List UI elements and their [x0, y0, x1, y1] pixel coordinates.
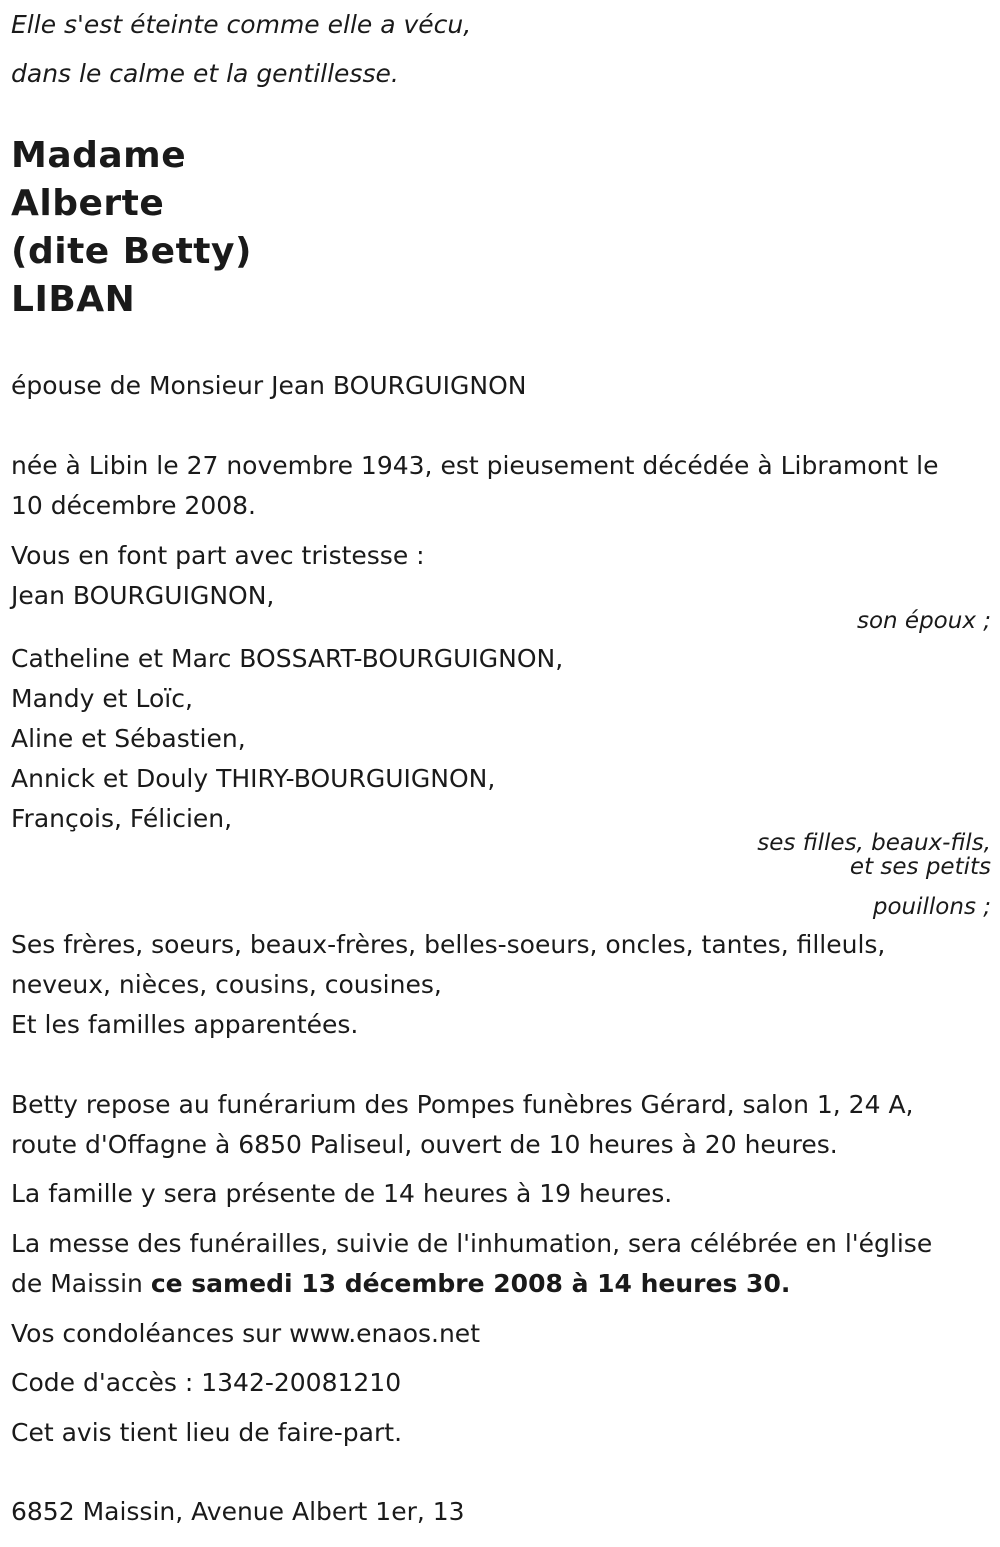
notice-line: Cet avis tient lieu de faire-part. — [11, 1418, 403, 1447]
family-presence: La famille y sera présente de 14 heures à 19 heures. — [11, 1179, 673, 1208]
children-relation-line-2: et ses petits — [849, 854, 991, 880]
child-line: Mandy et Loïc, — [11, 684, 193, 713]
mass-date-time: ce samedi 13 décembre 2008 à 14 heures 30. — [150, 1269, 791, 1298]
epigraph-line-2: dans le calme et la gentillesse. — [11, 59, 399, 88]
child-line: Annick et Douly THIRY-BOURGUIGNON, — [11, 764, 496, 793]
deceased-first-name: Alberte — [11, 183, 165, 224]
epigraph-line-1: Elle s'est éteinte comme elle a vécu, — [11, 10, 472, 39]
birth-death-line-2: 10 décembre 2008. — [11, 491, 256, 520]
extended-family-line-3: Et les familles apparentées. — [11, 1010, 359, 1039]
children-relation-line-1: ses filles, beaux-fils, — [757, 830, 991, 856]
spouse-relation: son époux ; — [856, 608, 991, 634]
mass-line-1: La messe des funérailles, suivie de l'inhumation, sera célébrée en l'église — [11, 1229, 933, 1258]
spouse-line: épouse de Monsieur Jean BOURGUIGNON — [11, 371, 527, 400]
address-line: 6852 Maissin, Avenue Albert 1er, 13 — [11, 1497, 465, 1526]
access-code: Code d'accès : 1342-20081210 — [11, 1368, 402, 1397]
birth-death-line-1: née à Libin le 27 novembre 1943, est pieusement décédée à Libramont le — [11, 451, 939, 480]
condolences-line: Vos condoléances sur www.enaos.net — [11, 1319, 480, 1348]
extended-family-line-1: Ses frères, soeurs, beaux-frères, belles-soeurs, oncles, tantes, filleuls, — [11, 930, 886, 959]
announcement-intro: Vous en font part avec tristesse : — [11, 541, 425, 570]
mass-line-2 — [11, 1269, 790, 1299]
spouse-name: Jean BOURGUIGNON, — [11, 581, 275, 610]
deceased-last-name: LIBAN — [11, 279, 136, 320]
deceased-nickname: (dite Betty) — [11, 231, 252, 272]
repose-line-1: Betty repose au funérarium des Pompes funèbres Gérard, salon 1, 24 A, — [11, 1090, 914, 1119]
children-relation-line-3: pouillons ; — [872, 894, 991, 920]
child-line: Catheline et Marc BOSSART-BOURGUIGNON, — [11, 644, 564, 673]
child-line: Aline et Sébastien, — [11, 724, 246, 753]
extended-family-line-2: neveux, nièces, cousins, cousines, — [11, 970, 442, 999]
repose-line-2: route d'Offagne à 6850 Paliseul, ouvert de 10 heures à 20 heures. — [11, 1130, 838, 1159]
deceased-title: Madame — [11, 135, 187, 176]
child-line: François, Félicien, — [11, 804, 233, 833]
mass-line-2-prefix: de Maissin — [11, 1269, 151, 1298]
